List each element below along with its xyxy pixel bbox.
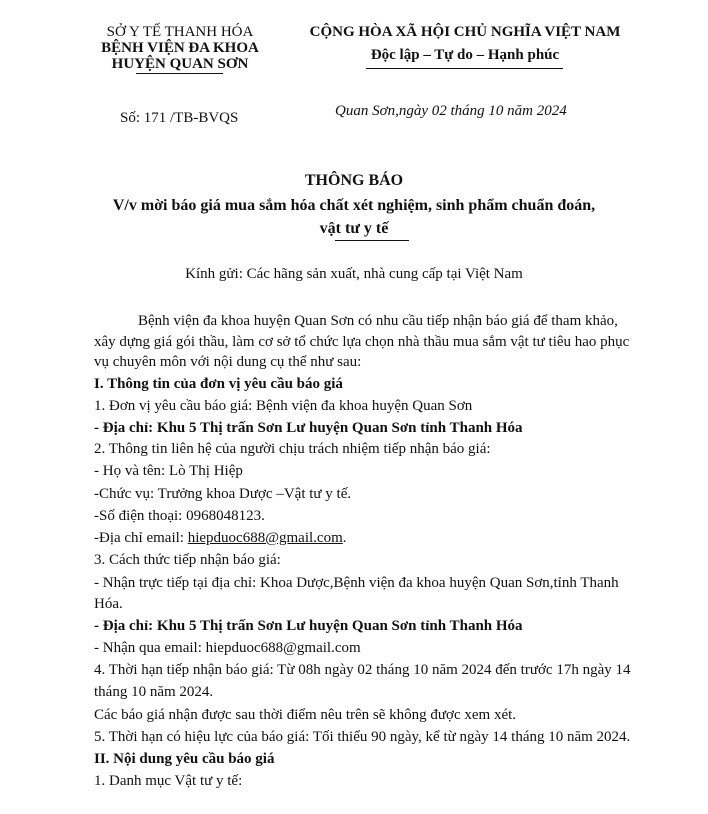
hospital-name-underline: [136, 73, 223, 74]
contact-email-tail: .: [342, 530, 347, 546]
hospital-name-line2: HUYỆN QUAN SƠN: [111, 56, 249, 72]
motto-underline: [366, 68, 563, 69]
agency-name: SỞ Y TẾ THANH HÓA: [106, 24, 254, 40]
intro-line3: vụ chuyên môn với nội dung cụ thể như sau:: [94, 354, 362, 370]
section1-item4-line2: tháng 10 năm 2024.: [94, 684, 214, 700]
section1-item5: 5. Thời hạn có hiệu lực của báo giá: Tối thiểu 90 ngày, kể từ ngày 14 tháng 10 năm 2024.: [94, 729, 631, 745]
section1-item2: 2. Thông tin liên hệ của người chịu trách nhiệm tiếp nhận báo giá:: [94, 441, 491, 457]
direct-receipt-line2: Hóa.: [94, 596, 123, 612]
national-motto: Độc lập – Tự do – Hạnh phúc: [370, 47, 560, 63]
intro-line1: Bệnh viện đa khoa huyện Quan Sơn có nhu cầu tiếp nhận báo giá để tham khảo,: [138, 313, 618, 329]
email-receipt: - Nhận qua email: hiepduoc688@gmail.com: [94, 640, 361, 656]
national-title: CỘNG HÒA XÃ HỘI CHỦ NGHĨA VIỆT NAM: [309, 24, 621, 40]
section2-heading: II. Nội dung yêu cầu báo giá: [94, 751, 275, 767]
document-subject-line2: vật tư y tế: [319, 220, 389, 237]
intro-line2: xây dựng giá gói thầu, làm cơ sở tổ chức lựa chọn nhà thầu mua sắm vật tư tiêu hao phục: [94, 334, 630, 350]
section1-heading: I. Thông tin của đơn vị yêu cầu báo giá: [94, 376, 343, 392]
contact-name: - Họ và tên: Lò Thị Hiệp: [94, 463, 243, 479]
section1-item3: 3. Cách thức tiếp nhận báo giá:: [94, 552, 281, 568]
section1-address2: - Địa chỉ: Khu 5 Thị trấn Sơn Lư huyện Quan Sơn tỉnh Thanh Hóa: [94, 618, 523, 634]
recipient-line: Kính gửi: Các hãng sản xuất, nhà cung cấp tại Việt Nam: [185, 266, 523, 282]
late-submission-note: Các báo giá nhận được sau thời điểm nêu trên sẽ không được xem xét.: [94, 707, 517, 723]
contact-email-link[interactable]: hiepduoc688@gmail.com: [187, 530, 343, 546]
contact-email-label: -Địa chỉ email:: [94, 530, 188, 546]
document-number: Số: 171 /TB-BVQS: [120, 110, 239, 126]
contact-phone: -Số điện thoại: 0968048123.: [94, 508, 265, 524]
subject-underline: [335, 240, 409, 241]
hospital-name-line1: BỆNH VIỆN ĐA KHOA: [101, 40, 259, 56]
contact-position: -Chức vụ: Trưởng khoa Dược –Vật tư y tế.: [94, 486, 352, 502]
place-date: Quan Sơn,ngày 02 tháng 10 năm 2024: [335, 103, 567, 119]
section1-item4-line1: 4. Thời hạn tiếp nhận báo giá: Từ 08h ngày 02 tháng 10 năm 2024 đến trước 17h ngày 14: [94, 662, 631, 678]
document-subject-line1: V/v mời báo giá mua sắm hóa chất xét nghiệm, sinh phẩm chuẩn đoán,: [112, 197, 596, 214]
section1-address1: - Địa chỉ: Khu 5 Thị trấn Sơn Lư huyện Quan Sơn tỉnh Thanh Hóa: [94, 420, 523, 436]
document-title: THÔNG BÁO: [304, 172, 404, 189]
section1-item1: 1. Đơn vị yêu cầu báo giá: Bệnh viện đa khoa huyện Quan Sơn: [94, 398, 473, 414]
contact-email-line: [94, 531, 347, 546]
section2-item1: 1. Danh mục Vật tư y tế:: [94, 773, 243, 789]
direct-receipt-line1: - Nhận trực tiếp tại địa chỉ: Khoa Dược,Bệnh viện đa khoa huyện Quan Sơn,tỉnh Thanh: [94, 575, 619, 591]
